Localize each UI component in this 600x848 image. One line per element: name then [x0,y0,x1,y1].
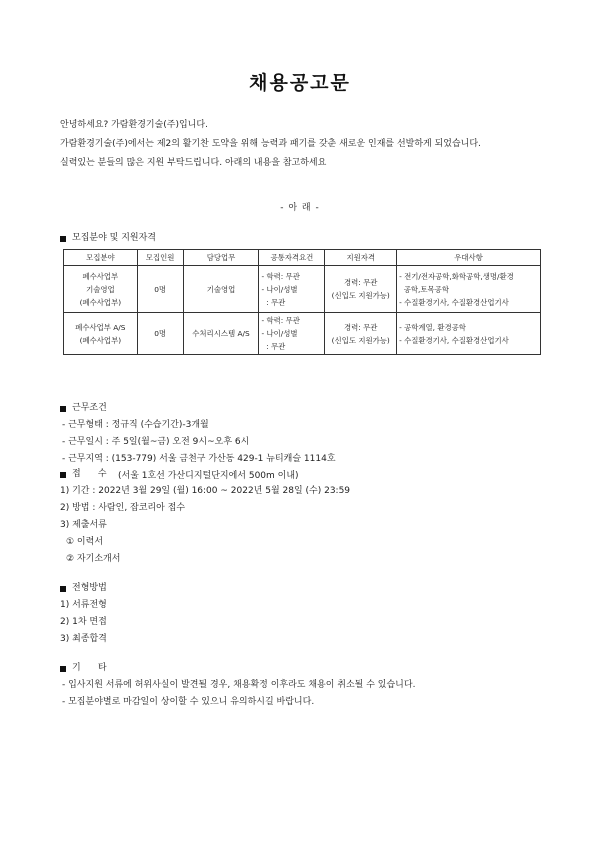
column-header: 모집인원 [137,250,183,266]
field-cell [64,266,138,313]
intro-line: 가람환경기술(주)에서는 제2의 활기찬 도약을 위해 능력과 패기를 갖춘 새로운 인재를 선발하게 되었습니다. [60,139,481,149]
condition-line: (서울 1호선 가산디지털단지에서 500m 이내) [118,471,299,481]
apply-line: ② 자기소개서 [66,554,121,564]
cell-line: - 수질환경기사, 수질환경산업기사 [399,335,509,345]
qual-cell [325,313,397,355]
cell-line: 폐수사업부 A/S [75,322,126,332]
etc-line: - 입사지원 서류에 허위사실이 발견될 경우, 채용확정 이후라도 채용이 취소될 수 있습니다. [62,680,416,690]
cell-line: - 나이/성별 [261,329,298,338]
section-heading: 전형방법 [72,583,107,593]
common-cell [259,266,325,313]
etc-line: - 모집분야별로 마감일이 상이할 수 있으니 유의하시길 바랍니다. [62,697,315,707]
intro-paragraph [60,116,560,173]
column-header: 우대사항 [397,250,541,266]
cell-line: (신입도 지원가능) [331,291,390,300]
section-recruit [60,230,156,247]
section-heading: 모집분야 및 지원자격 [72,233,156,243]
cell-line: - 수질환경기사, 수질환경산업기사 [399,297,509,307]
duty-cell: 수처리시스템 A/S [183,313,259,355]
cell-line: (폐수사업부) [79,335,122,345]
cell-line: (폐수사업부) [79,297,122,307]
square-bullet-icon [60,472,66,478]
apply-line: ① 이력서 [66,537,104,547]
square-bullet-icon [60,586,66,592]
apply-line: 3) 제출서류 [60,520,107,530]
column-header: 모집분야 [64,250,138,266]
section-heading: 접 수 [72,469,107,479]
count-cell: 0명 [137,266,183,313]
section-heading: 근무조건 [72,403,107,413]
cell-line: 공학,토목공학 [399,284,449,294]
square-bullet-icon [60,666,66,672]
condition-line: - 근무지역 : (153-779) 서울 금천구 가산동 429-1 뉴티캐슬 1114호 [62,454,336,464]
cell-line: - 학력: 무관 [261,271,300,281]
intro-line: 실력있는 분들의 많은 지원 부탁드립니다. 아래의 내용을 참고하세요 [60,158,327,168]
section-etc [60,660,415,711]
cell-line: 폐수사업부 [82,271,119,281]
table-row [64,313,541,355]
square-bullet-icon [60,236,66,242]
intro-line: 안녕하세요? 가람환경기술(주)입니다. [60,120,208,130]
qual-cell [325,266,397,313]
count-cell: 0명 [137,313,183,355]
selection-line: 1) 서류전형 [60,600,107,610]
selection-line: 2) 1차 면접 [60,617,107,627]
page-title: 채용공고문 [249,72,351,94]
duty-cell: 기술영업 [183,266,259,313]
cell-line: - 공학계열, 환경공학 [399,322,466,332]
field-cell [64,313,138,355]
cell-line: - 전기/전자공학,화학공학,생명/환경 [399,271,514,281]
cell-line: 경력: 무관 [344,322,378,332]
apply-line: 2) 방법 : 사람인, 잡코리아 접수 [60,503,186,513]
cell-line: (신입도 지원가능) [331,335,390,345]
table-row [64,266,541,313]
section-selection [60,580,107,648]
section-heading: 기 타 [72,663,107,673]
column-header: 담당업무 [183,250,259,266]
column-header: 공통자격요건 [259,250,325,266]
apply-line: 1) 기간 : 2022년 3월 29일 (월) 16:00 ~ 2022년 5월 28일 (수) 23:59 [60,486,351,496]
cell-line: - 나이/성별 [261,284,298,294]
condition-line: - 근무형태 : 정규직 (수습기간)-3개월 [62,420,209,430]
cell-line: - 학력: 무관 [261,316,300,325]
cell-line: : 무관 [261,342,286,351]
square-bullet-icon [60,406,66,412]
pref-cell [397,266,541,313]
common-cell [259,313,325,355]
pref-cell [397,313,541,355]
cell-line: 기술영업 [86,284,115,294]
selection-line: 3) 최종합격 [60,634,107,644]
table-header-row [64,250,541,266]
condition-line: - 근무일시 : 주 5일(월~금) 오전 9시~오후 6시 [62,437,250,447]
ah-label: - 아 래 - [280,203,320,213]
cell-line: 경력: 무관 [344,278,378,287]
recruit-table [63,249,541,355]
section-apply [60,466,350,568]
cell-line: : 무관 [261,297,286,307]
column-header: 지원자격 [325,250,397,266]
